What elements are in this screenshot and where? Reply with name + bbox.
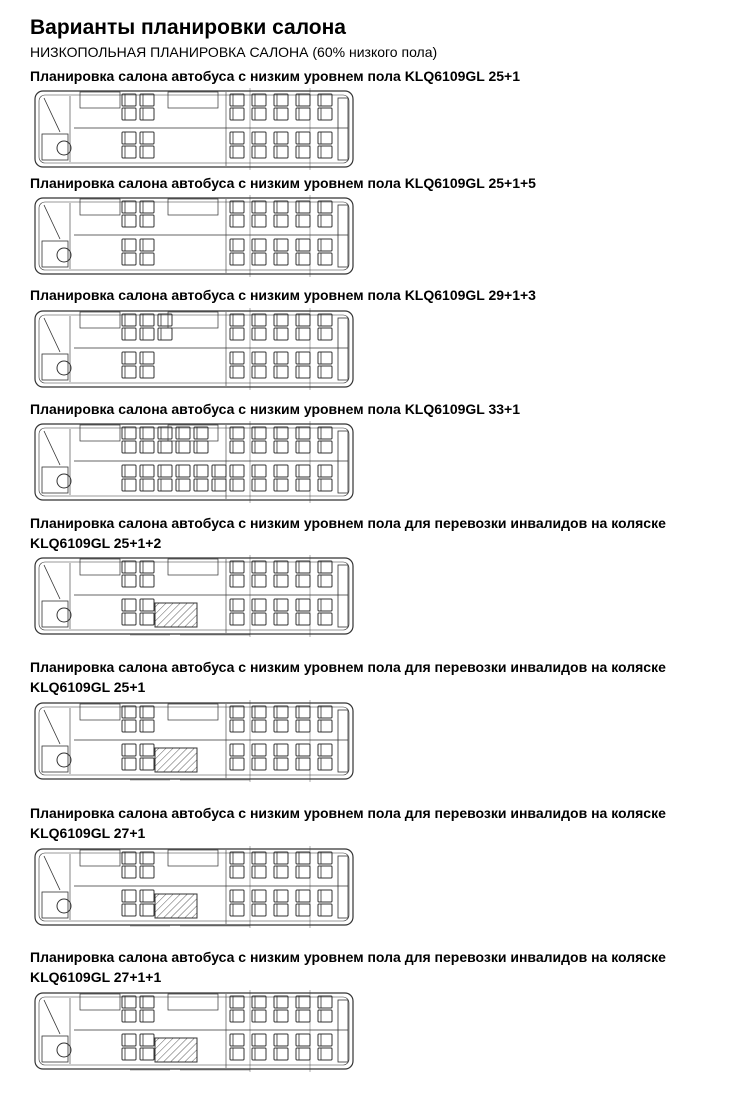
layout-caption-3: Планировка салона автобуса с низким уровнем пола KLQ6109GL 29+1+3 — [30, 287, 536, 303]
bus-plan-8 — [30, 990, 360, 1072]
layout-caption-1: Планировка салона автобуса с низким уровнем пола KLQ6109GL 25+1 — [30, 68, 521, 84]
bus-outline — [30, 700, 360, 782]
bus-outline — [30, 195, 360, 277]
layout-caption-6: Планировка салона автобуса с низким уровнем пола для перевозки инвалидов на коляске — [30, 659, 666, 675]
layout-caption-5-model: KLQ6109GL 25+1+2 — [30, 535, 162, 551]
bus-plan-4 — [30, 421, 360, 503]
bus-plan-6 — [30, 700, 360, 782]
bus-outline — [30, 555, 360, 637]
layout-caption-8-model: KLQ6109GL 27+1+1 — [30, 969, 162, 985]
bus-outline — [30, 846, 360, 928]
bus-outline — [30, 308, 360, 390]
bus-plan-1 — [30, 88, 360, 170]
bus-plan-3 — [30, 308, 360, 390]
page-title: Варианты планировки салона — [30, 16, 346, 39]
layout-caption-4: Планировка салона автобуса с низким уровнем пола KLQ6109GL 33+1 — [30, 401, 521, 417]
bus-plan-2 — [30, 195, 360, 277]
page-subtitle: НИЗКОПОЛЬНАЯ ПЛАНИРОВКА САЛОНА (60% низкого пола) — [30, 44, 438, 60]
layout-caption-5: Планировка салона автобуса с низким уровнем пола для перевозки инвалидов на коляске — [30, 515, 666, 531]
layout-caption-7: Планировка салона автобуса с низким уровнем пола для перевозки инвалидов на коляске — [30, 805, 666, 821]
bus-outline — [30, 88, 360, 170]
bus-plan-5 — [30, 555, 360, 637]
layout-caption-6-model: KLQ6109GL 25+1 — [30, 679, 146, 695]
layout-caption-7-model: KLQ6109GL 27+1 — [30, 825, 146, 841]
layout-caption-2: Планировка салона автобуса с низким уровнем пола KLQ6109GL 25+1+5 — [30, 175, 536, 191]
bus-plan-7 — [30, 846, 360, 928]
layout-caption-8: Планировка салона автобуса с низким уровнем пола для перевозки инвалидов на коляске — [30, 949, 666, 965]
bus-outline — [30, 990, 360, 1072]
bus-outline — [30, 421, 360, 503]
